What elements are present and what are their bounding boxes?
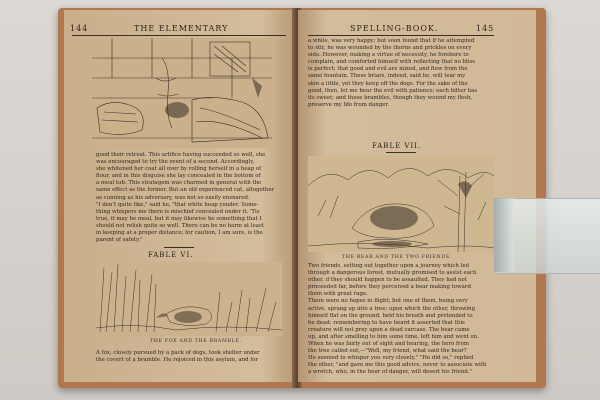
right-running-head: SPELLING-BOOK. — [350, 24, 439, 33]
left-page-number: 144 — [70, 24, 89, 33]
text-line: thing whispers me there is mischief concealed under it. 'Tis — [96, 208, 260, 215]
right-fable-heading: FABLE VII. — [372, 142, 422, 150]
right-page — [298, 10, 536, 382]
ornament-rule — [386, 152, 416, 153]
text-line: "I don't quite like," said he, "that white heap yonder. Some- — [96, 201, 259, 208]
right-head-rule — [308, 35, 494, 36]
text-line: He seemed to whisper you very closely." "He did so," replied — [308, 355, 474, 362]
text-line: the other, "and gave me this good advice, never to associate with — [308, 362, 487, 369]
left-page — [64, 10, 296, 382]
fox-and-bramble-illustration — [96, 262, 282, 336]
bear-and-friends-illustration — [308, 156, 494, 252]
text-line: good their retreat. This artifice having succeeded so well, she — [96, 152, 266, 158]
text-line: complain, and comforted himself with reflecting that no bliss — [308, 59, 476, 66]
text-line: true, it may be meal, but it may likewise be something that I — [96, 215, 262, 222]
left-bottom-text — [96, 350, 286, 364]
left-head-rule — [72, 35, 286, 36]
right-top-text — [308, 38, 494, 109]
text-line: through a dangerous forest, mutually promised to assist each — [308, 270, 477, 277]
text-line: preserve my life from danger. — [308, 101, 390, 108]
text-line: good, then, let me bear the evil with patience; each bitter has — [308, 87, 478, 94]
text-line: is perfect; that good and evil are mixed, and flow from the — [308, 66, 468, 73]
right-bottom-text — [308, 263, 494, 377]
text-line: a meal tub. This stratagem was charmed in general with the — [96, 180, 262, 187]
text-line: its sweet; and these brambles, though they wound my flesh, — [308, 94, 473, 101]
text-line: the tree called out,—"Well, my friend, what said the bear? — [308, 348, 467, 355]
text-line: be dead; remembering to have heard it asserted that this — [308, 319, 465, 326]
text-line: active, sprang up into a tree; upon which the other, throwing — [308, 305, 476, 312]
left-fable-heading: FABLE VI. — [148, 251, 194, 259]
text-line: was encouraged to try the event of a second. Accordingly, — [96, 159, 255, 166]
text-line: a wretch, who, in the hour of danger, will desert his friend." — [308, 369, 473, 376]
text-line: parent of safety." — [96, 237, 143, 244]
text-line: same fountain. These briars, indeed, said he, will tear my — [308, 73, 466, 80]
text-line: same effect as the former. But an old experienced cat, altogether — [96, 187, 275, 194]
ornament-rule — [164, 247, 194, 248]
text-line: up, and after smelling to him some time, left him and went on. — [308, 333, 479, 340]
text-line: proceeded far, before they perceived a bear making toward — [308, 284, 471, 291]
text-line: should not relish quite so well. There can be no harm at least — [96, 222, 264, 229]
text-line: a while, was very happy; but soon found that if he attempted — [308, 38, 475, 44]
text-line: them with great rage. — [308, 291, 368, 298]
text-line: side. However, making a virtue of necessity, he forebore to — [308, 52, 469, 59]
text-line: himself flat on the ground, held his breath and pretended to — [308, 312, 473, 319]
text-line: other, if they should happen to be assaulted. They had not — [308, 277, 467, 284]
text-line: the covert of a bramble. He rejoiced in this asylum, and for — [96, 357, 259, 364]
text-line: A fox, closely pursued by a pack of dogs, took shelter under — [96, 350, 260, 356]
text-line: flour, and in this disguise she lay concealed in the bottom of — [96, 173, 261, 180]
text-line: in keeping at a proper distance; for caution, I am sure, is the — [96, 230, 263, 237]
left-running-head: THE ELEMENTARY — [134, 24, 229, 33]
text-line: as cunning as his adversary, was not so easily ensnared. — [96, 194, 250, 201]
text-line: Two friends, setting out together upon a journey which led — [308, 263, 470, 269]
text-line: When he was fairly out of sight and hearing, the hero from — [308, 341, 469, 348]
left-body-text — [96, 152, 286, 244]
left-caption: THE FOX AND THE BRAMBLE. — [150, 339, 242, 344]
text-line: to stir, he was wounded by the thorns and prickles on every — [308, 45, 472, 52]
text-line: creature will not prey upon a dead carcase. The bear came — [308, 326, 470, 333]
text-line: she whitened her coat all over by rolling herself in a heap of — [96, 166, 262, 173]
page-holder-edge — [494, 198, 514, 272]
text-line: There were no hopes in flight; but one of them, being very — [308, 298, 468, 305]
cat-in-pantry-illustration — [92, 38, 272, 148]
right-page-number: 145 — [476, 24, 495, 33]
right-caption: THE BEAR AND THE TWO FRIENDS. — [342, 255, 452, 260]
text-line: skin a little, yet they keep off the dogs. For the sake of the — [308, 80, 468, 87]
